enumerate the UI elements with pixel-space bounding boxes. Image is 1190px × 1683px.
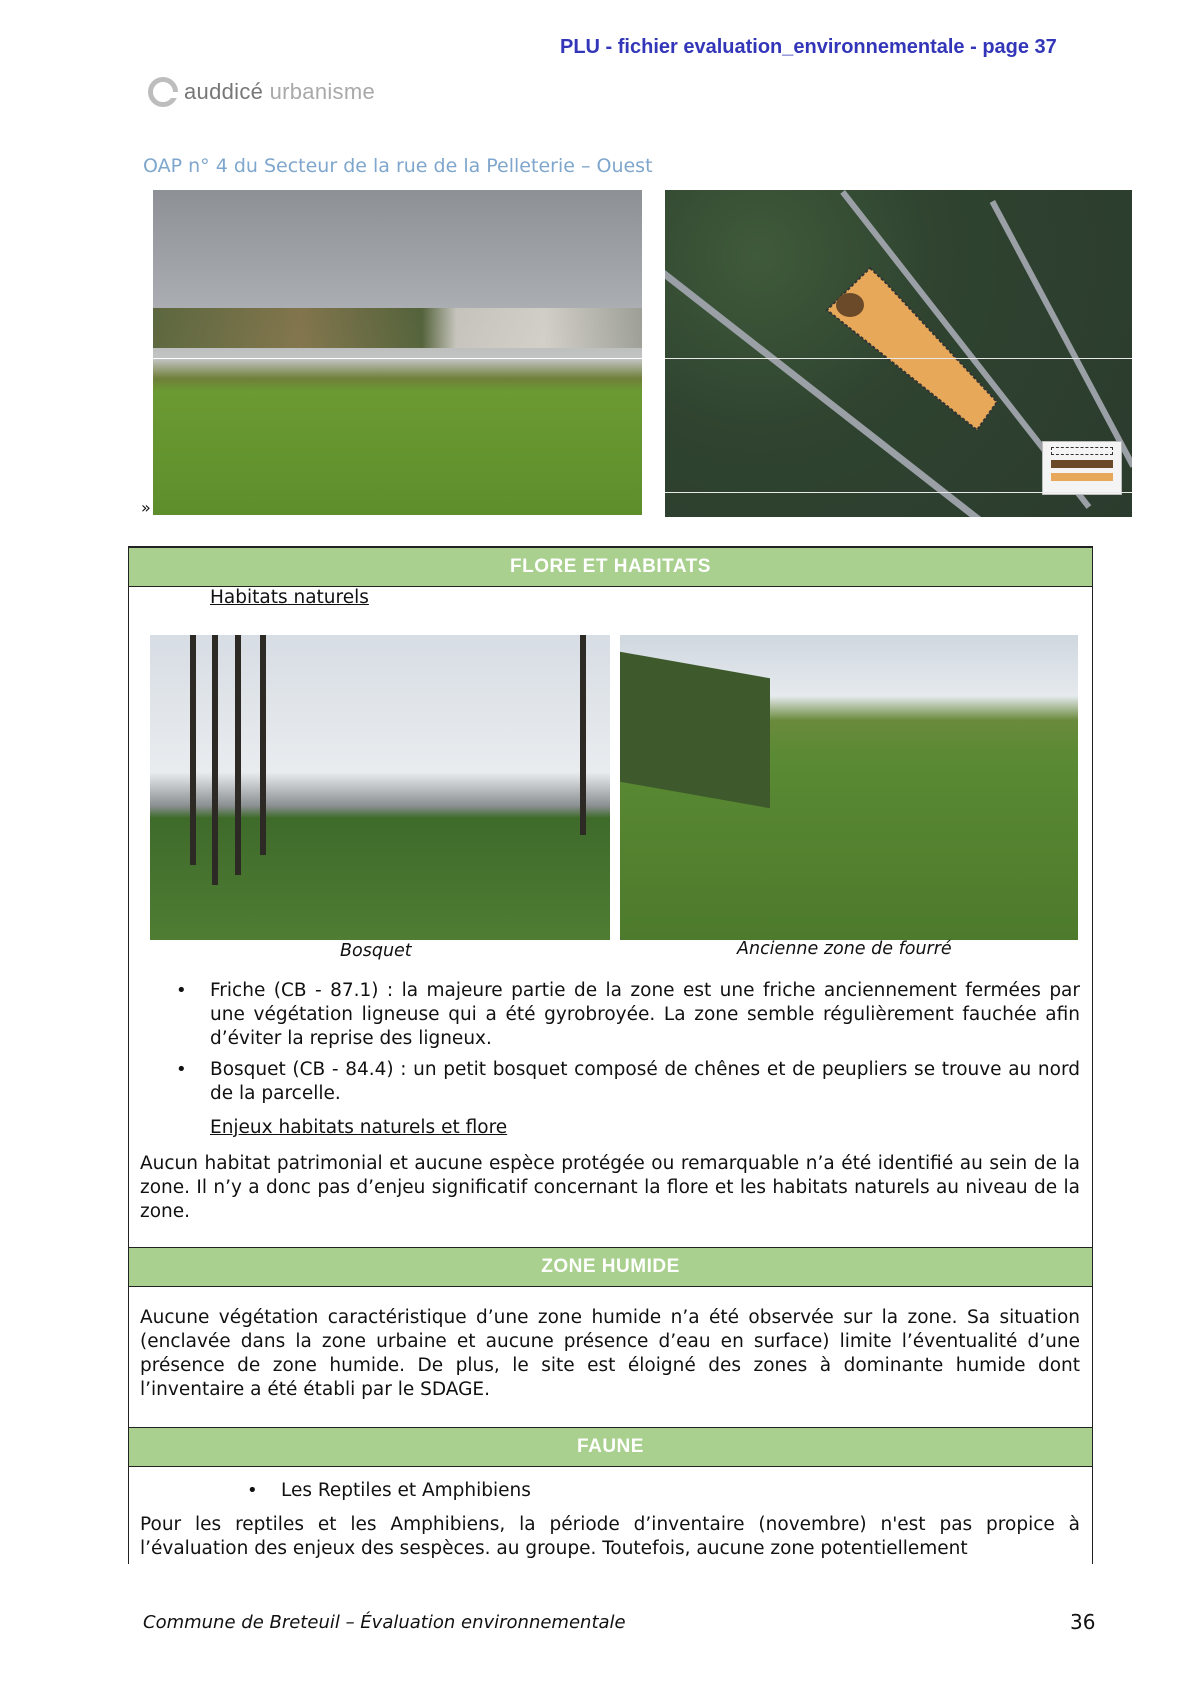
document-header-title: PLU - fichier evaluation_environnementale - page 37 xyxy=(560,36,1057,58)
photo-ancienne-zone-fourre xyxy=(620,635,1078,940)
bullet-friche: Friche (CB - 87.1) : la majeure partie de la zone est une friche anciennement fermées par une végétation ligneuse qui a été gyrobroyée. La zone semble régulièrement fauchée afin d’éviter la reprise des ligneux. xyxy=(210,980,1080,1049)
zone-friche xyxy=(827,268,997,430)
tree xyxy=(580,635,586,835)
photo-bosquet xyxy=(150,635,610,940)
photo-hedge xyxy=(620,652,770,808)
photo-treeline xyxy=(153,308,642,348)
oap-title: OAP n° 4 du Secteur de la rue de la Pelleterie – Ouest xyxy=(143,155,653,177)
paragraph-enjeux-flore: Aucun habitat patrimonial et aucune espèce protégée ou remarquable n’a été identifié au sein de la zone. Il n’y a donc pas d’enjeu significatif concernant la flore et les habitats naturels au niveau de la zone. xyxy=(140,1153,1080,1222)
caption-ancienne-zone: Ancienne zone de fourré xyxy=(737,939,952,959)
bullet-dot: • xyxy=(176,980,187,1001)
paragraph-faune: Pour les reptiles et les Amphibiens, la période d’inventaire (novembre) n'est pas propice à l’évaluation des enjeux des sespèces. au groupe. Toutefois, aucune zone potentiellement xyxy=(140,1514,1080,1559)
bullet-dot: • xyxy=(176,1059,187,1080)
site-photo-field xyxy=(153,190,642,515)
zone-bosquet xyxy=(836,293,864,317)
logo-word-auddice: auddicé xyxy=(184,79,264,104)
footer-commune: Commune de Breteuil – Évaluation environnementale xyxy=(143,1612,626,1633)
subheading-enjeux: Enjeux habitats naturels et flore xyxy=(210,1117,508,1138)
tree xyxy=(212,635,218,885)
photo-artifact-line xyxy=(665,358,1132,359)
caption-bosquet: Bosquet xyxy=(340,941,412,961)
subheading-habitats-naturels: Habitats naturels xyxy=(210,587,369,608)
bullet-dot: • xyxy=(247,1480,258,1501)
map-legend xyxy=(1042,441,1122,495)
band-faune: FAUNE xyxy=(129,1427,1092,1467)
footer-page-number: 36 xyxy=(1070,1610,1096,1634)
legend-friche xyxy=(1051,473,1113,481)
guillemet: » xyxy=(141,498,151,517)
band-flore-habitats: FLORE ET HABITATS xyxy=(129,547,1092,587)
logo-word-urbanisme: urbanisme xyxy=(269,79,376,104)
band-zone-humide: ZONE HUMIDE xyxy=(129,1247,1092,1287)
aerial-map-photo xyxy=(665,190,1132,517)
photo-artifact-line xyxy=(665,492,1132,493)
auddice-logo xyxy=(148,74,375,110)
logo-text xyxy=(184,79,375,105)
paragraph-zone-humide: Aucune végétation caractéristique d’une zone humide n’a été observée sur la zone. Sa situation (enclavée dans la zone urbaine et aucune présence d’eau en surface) limite l’éventualité d’une présence de zone humide. De plus, le site est éloigné des zones à dominante humide dont l’inventaire a été établi par le SDAGE. xyxy=(140,1307,1080,1400)
bullet-bosquet: Bosquet (CB - 84.4) : un petit bosquet composé de chênes et de peupliers se trouve au nord de la parcelle. xyxy=(210,1059,1080,1104)
tree xyxy=(190,635,196,865)
legend-bosquet xyxy=(1051,460,1113,468)
photo-artifact-line xyxy=(153,358,642,359)
logo-ring-icon xyxy=(148,77,178,107)
legend-limite xyxy=(1051,447,1113,455)
bullet-reptiles-amphibiens: Les Reptiles et Amphibiens xyxy=(281,1480,531,1501)
tree xyxy=(235,635,241,875)
tree xyxy=(260,635,266,855)
